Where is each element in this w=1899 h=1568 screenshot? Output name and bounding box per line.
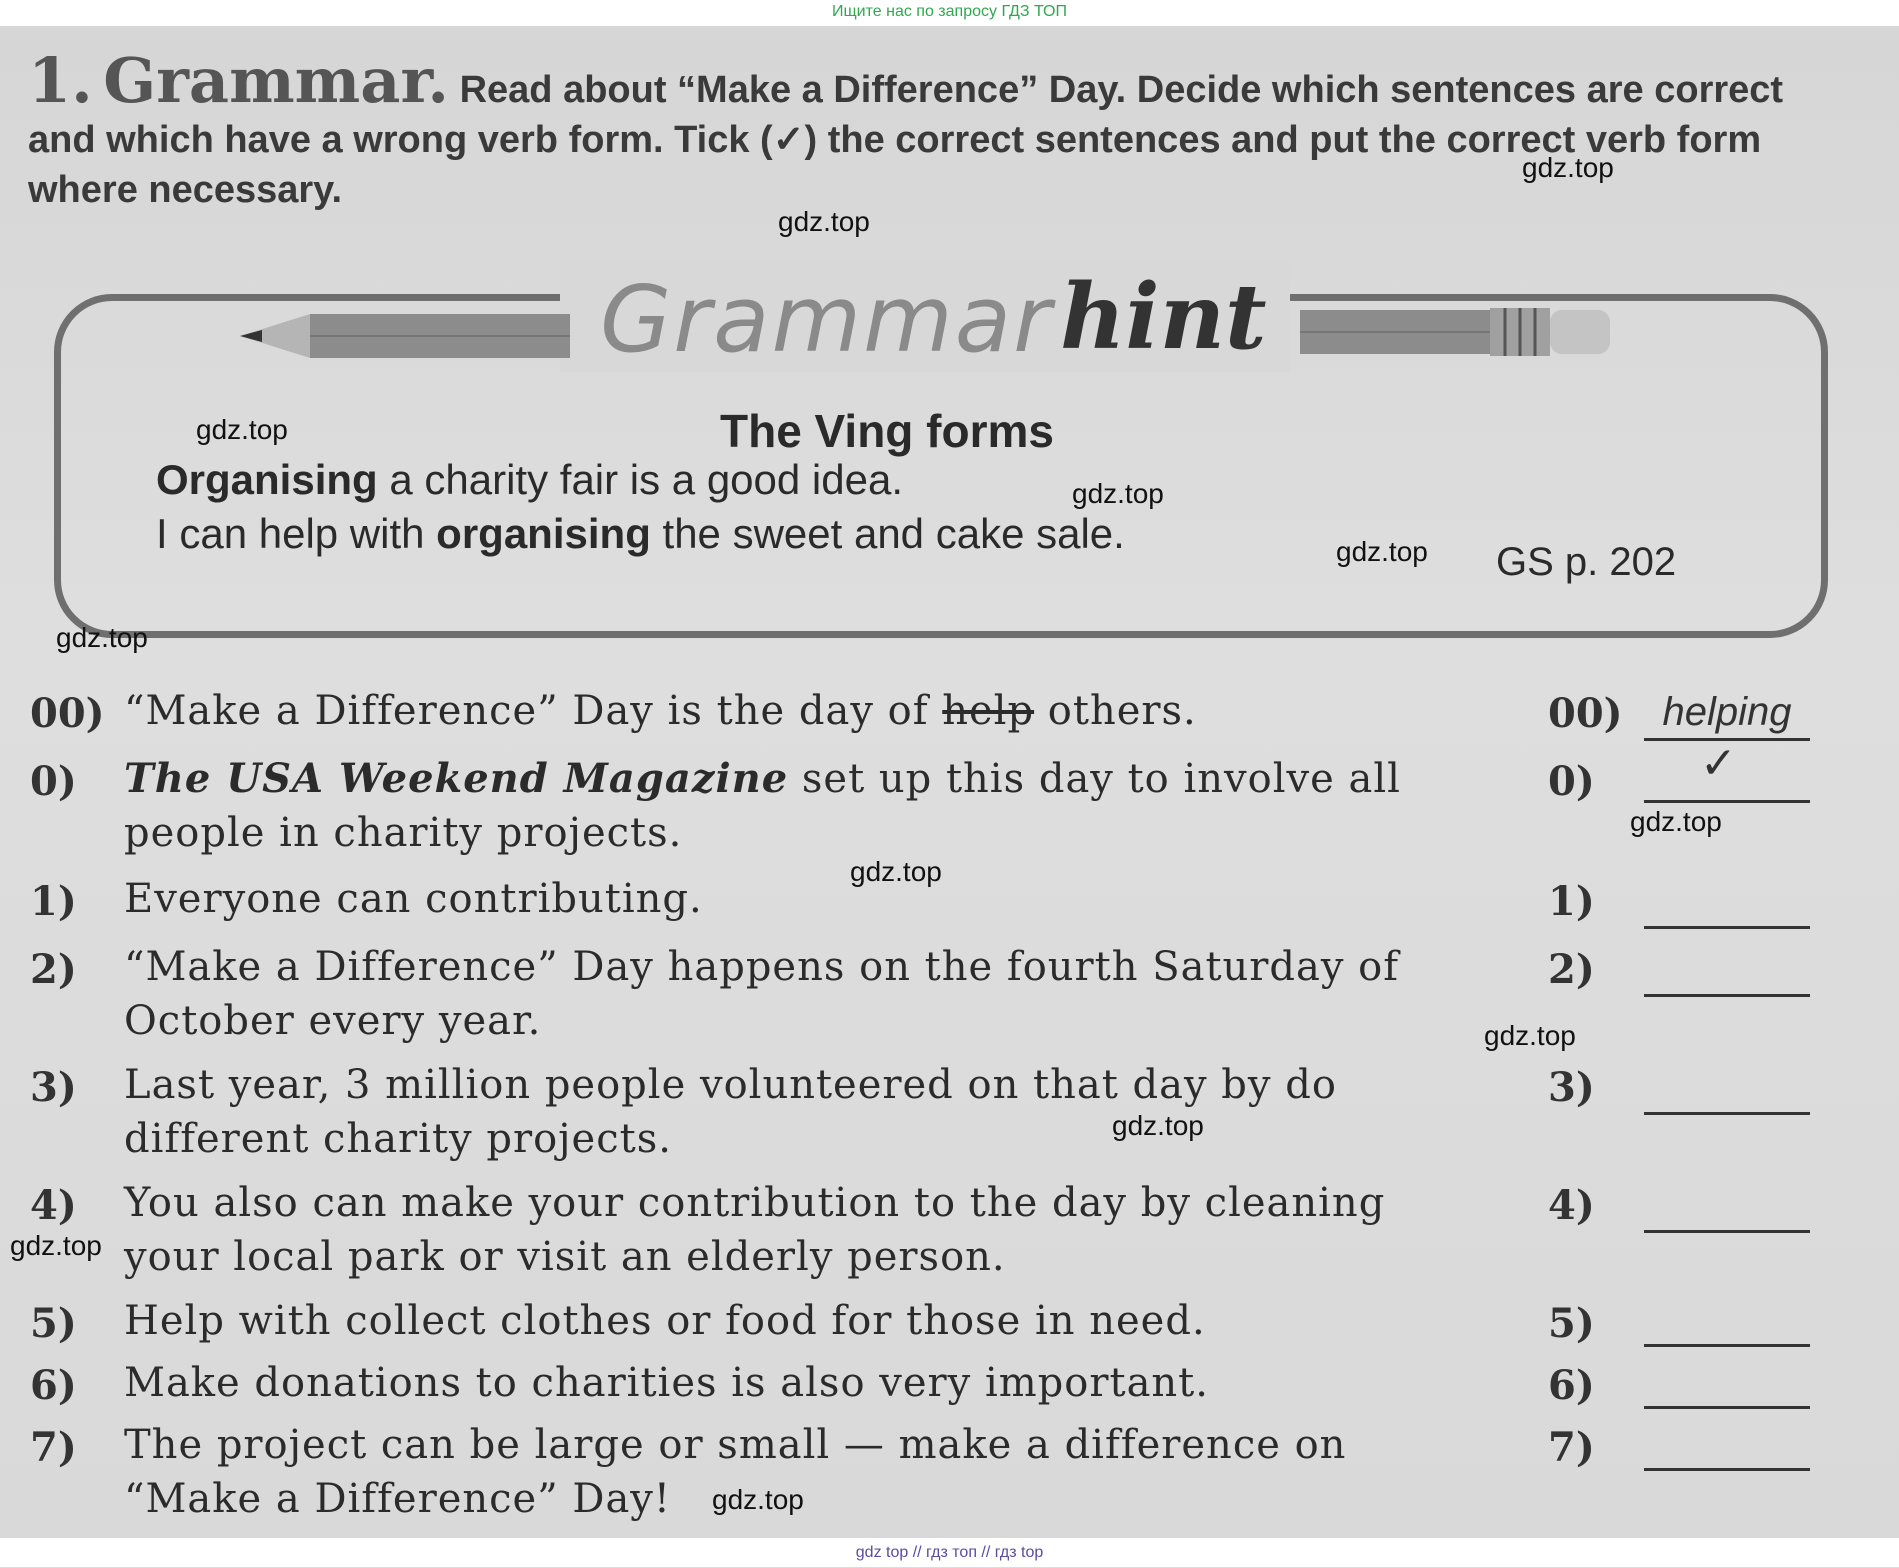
answer-line[interactable] — [1644, 1112, 1810, 1115]
hint-example-1 — [156, 456, 903, 504]
watermark: gdz.top — [1336, 536, 1428, 567]
grammar-reference: GS p. 202 — [1496, 540, 1677, 584]
hint-example-2-bold: organising — [436, 510, 651, 557]
hint-example-1-rest: a charity fair is a good idea. — [377, 456, 903, 503]
answer-line[interactable] — [1644, 1230, 1810, 1233]
item-number: 5) — [30, 1300, 77, 1347]
answer-line[interactable] — [1644, 994, 1810, 997]
bottom-banner: gdz top // гдз топ // гдз top — [0, 1538, 1899, 1567]
tick-icon: ✓ — [1700, 738, 1737, 789]
item-number: 2) — [30, 946, 77, 993]
hint-example-2-start: I can help with — [156, 510, 437, 557]
hint-heading: The Ving forms — [720, 405, 1054, 457]
item-number: 3) — [30, 1064, 77, 1111]
watermark: gdz.top — [850, 856, 942, 887]
watermark: gdz.top — [712, 1484, 804, 1515]
answer-line — [1644, 800, 1810, 803]
answer-line[interactable] — [1644, 926, 1810, 929]
item-text-post: set up this day to involve all people in charity projects. — [124, 756, 1401, 856]
watermark: gdz.top — [196, 414, 288, 445]
top-banner: Ищите нас по запросу ГДЗ ТОП — [0, 0, 1899, 26]
answer-number: 4) — [1548, 1182, 1595, 1229]
item-number: 6) — [30, 1362, 77, 1409]
watermark: gdz.top — [1484, 1020, 1576, 1051]
hint-example-1-bold: Organising — [156, 456, 378, 503]
item-number: 0) — [30, 758, 77, 805]
answer-number: 3) — [1548, 1064, 1595, 1111]
item-text — [124, 684, 1454, 738]
item-number: 1) — [30, 878, 77, 925]
hint-word-hint: hint — [1060, 264, 1267, 370]
hint-example-2-rest: the sweet and cake sale. — [650, 510, 1125, 557]
item-text: The project can be large or small — make a difference on “Make a Difference” Day! — [124, 1422, 1347, 1522]
answer-number: 2) — [1548, 946, 1595, 993]
answer-line[interactable] — [1644, 1468, 1810, 1471]
answer-number: 5) — [1548, 1300, 1595, 1347]
answer-number: 00) — [1548, 690, 1623, 737]
answer-line[interactable] — [1644, 1406, 1810, 1409]
item-text: “Make a Difference” Day happens on the fourth Saturday of October every year. — [124, 944, 1400, 1044]
answer-number: 0) — [1548, 758, 1595, 805]
watermark: gdz.top — [1112, 1110, 1204, 1141]
item-text: You also can make your contribution to the day by cleaning your local park or visit an elderly person. — [124, 1180, 1386, 1280]
watermark: gdz.top — [778, 206, 870, 237]
watermark: gdz.top — [1522, 152, 1614, 183]
pencil-left-icon — [240, 306, 570, 366]
item-text-post: others. — [1034, 688, 1197, 734]
item-text: Last year, 3 million people volunteered on that day by do different charity projects. — [124, 1062, 1337, 1162]
item-number: 00) — [30, 690, 105, 737]
answer-line[interactable] — [1644, 1344, 1810, 1347]
answer-number: 1) — [1548, 878, 1595, 925]
answer-number: 6) — [1548, 1362, 1595, 1409]
watermark: gdz.top — [10, 1230, 102, 1261]
item-text: Everyone can contributing. — [124, 876, 703, 922]
item-text — [124, 752, 1454, 860]
item-text-magazine: The USA Weekend Magazine — [124, 755, 789, 802]
watermark: gdz.top — [1630, 806, 1722, 837]
item-number: 4) — [30, 1182, 77, 1229]
pencil-right-icon — [1300, 302, 1630, 362]
item-text: Make donations to charities is also very important. — [124, 1360, 1209, 1406]
answer-value: helping — [1662, 690, 1792, 734]
item-text-strike: help — [942, 688, 1035, 734]
answer-number: 7) — [1548, 1424, 1595, 1471]
watermark: gdz.top — [56, 622, 148, 653]
textbook-page — [0, 26, 1899, 1538]
task-heading — [28, 44, 1838, 215]
item-number: 7) — [30, 1424, 77, 1471]
watermark: gdz.top — [1072, 478, 1164, 509]
task-title: Grammar. — [103, 44, 450, 117]
hint-word-grammar: Grammar — [600, 266, 1053, 373]
task-number: 1. — [28, 44, 93, 117]
item-text-pre: “Make a Difference” Day is the day of — [124, 688, 943, 734]
item-text: Help with collect clothes or food for those in need. — [124, 1298, 1206, 1344]
task-instruction: Read about “Make a Difference” Day. Decide which sentences are correct and which have a wrong verb form. Tick (✓) the correct sentences and put the correct verb form where necessary. — [28, 69, 1784, 211]
hint-example-2 — [156, 510, 1125, 558]
